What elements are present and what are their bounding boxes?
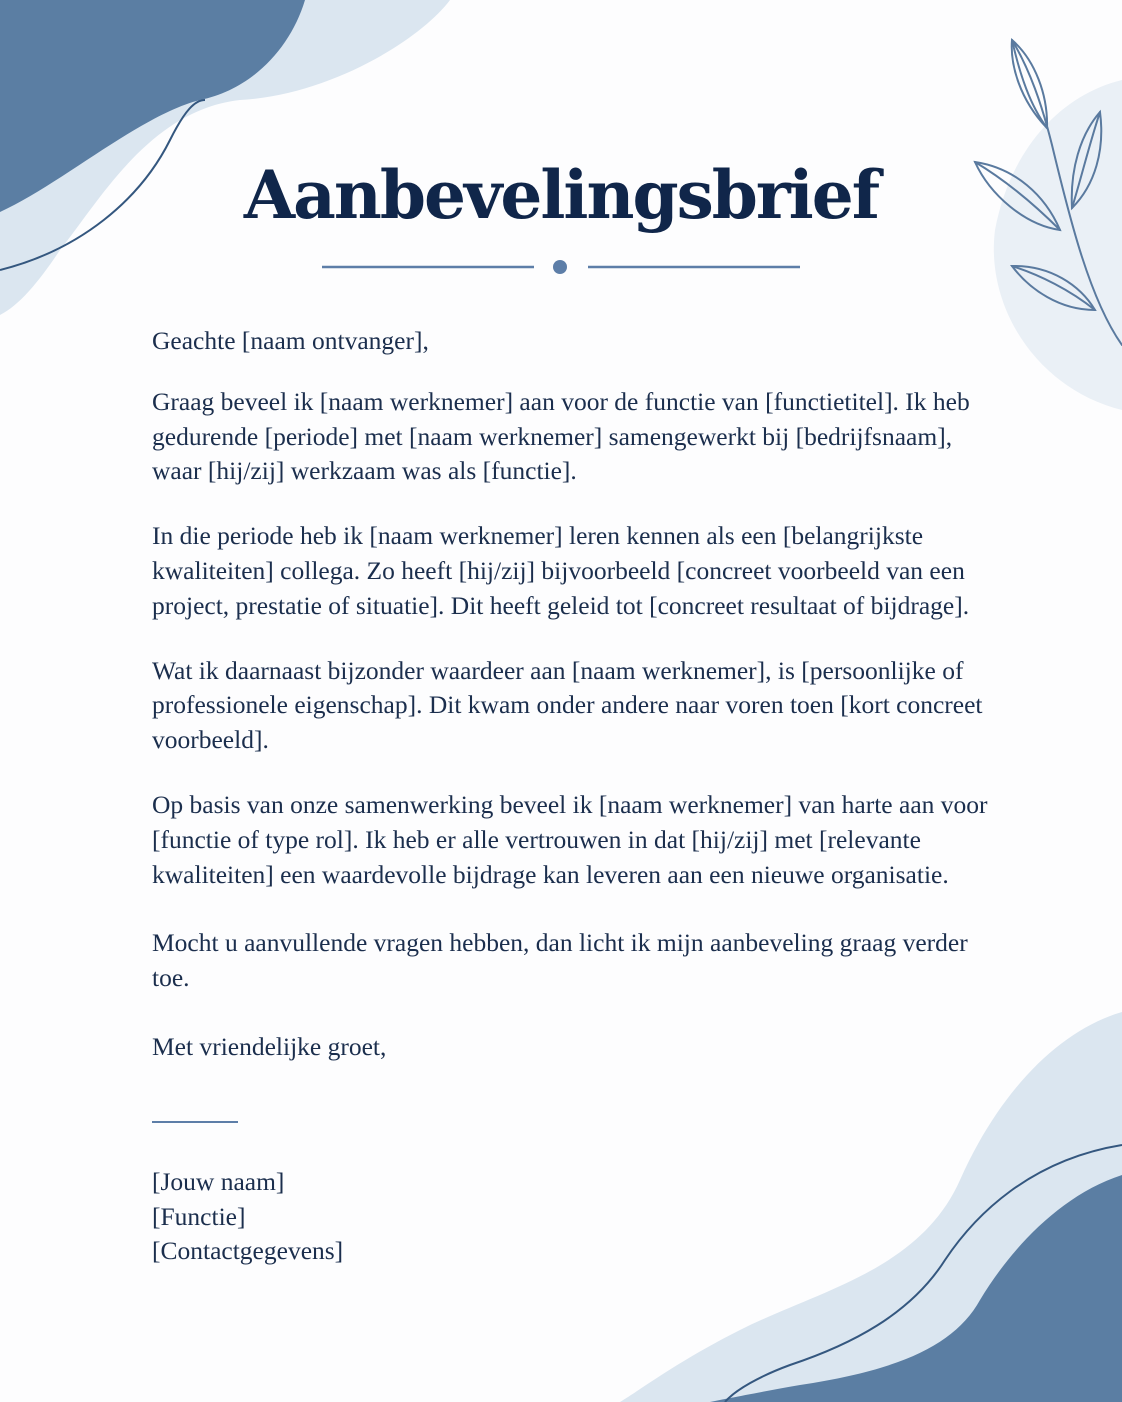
divider-dot-icon — [553, 260, 567, 274]
page-title: Aanbevelingsbrief — [243, 156, 879, 234]
signature-line — [152, 1121, 238, 1123]
salutation: Geachte [naam ontvanger], — [152, 326, 429, 355]
signature-role: [Functie] — [152, 1201, 246, 1231]
letter-body — [152, 324, 992, 1269]
paragraph-intro: Graag beveel ik [naam werknemer] aan voor de functie van [functietitel]. Ik heb gedurende [periode] met [naam werknemer] samengewerkt bij [bedrijfsnaam], waar [hij/zij] werkzaam was als [functie]. — [152, 386, 970, 486]
title-divider — [322, 260, 802, 274]
signature-name: [Jouw naam] — [152, 1166, 285, 1196]
signature-block — [152, 1165, 992, 1269]
paragraph-recommendation: Op basis van onze samenwerking beveel ik [naam werknemer] van harte aan voor [functie of type rol]. Ik heb er alle vertrouwen in dat [hij/zij] met [relevante kwaliteiten] een waardevolle bijdrage kan leveren aan een nieuwe organisatie. — [152, 789, 988, 889]
paragraph-qualities: In die periode heb ik [naam werknemer] leren kennen als een [belangrijkste kwaliteiten] collega. Zo heeft [hij/zij] bijvoorbeeld [concreet voorbeeld van een project, prestatie of situatie]. Dit heeft geleid tot [concreet resultaat of bijdrage]. — [152, 521, 970, 620]
signature-contact: [Contactgegevens] — [152, 1236, 344, 1266]
paragraph-contact: Mocht u aanvullende vragen hebben, dan licht ik mijn aanbeveling graag verder toe. — [152, 928, 968, 993]
paragraph-appreciation: Wat ik daarnaast bijzonder waardeer aan [naam werknemer], is [persoonlijke of professionele eigenschap]. Dit kwam onder andere naar voren toen [kort concreet voorbeeld]. — [152, 655, 983, 755]
closing: Met vriendelijke groet, — [152, 1031, 387, 1061]
